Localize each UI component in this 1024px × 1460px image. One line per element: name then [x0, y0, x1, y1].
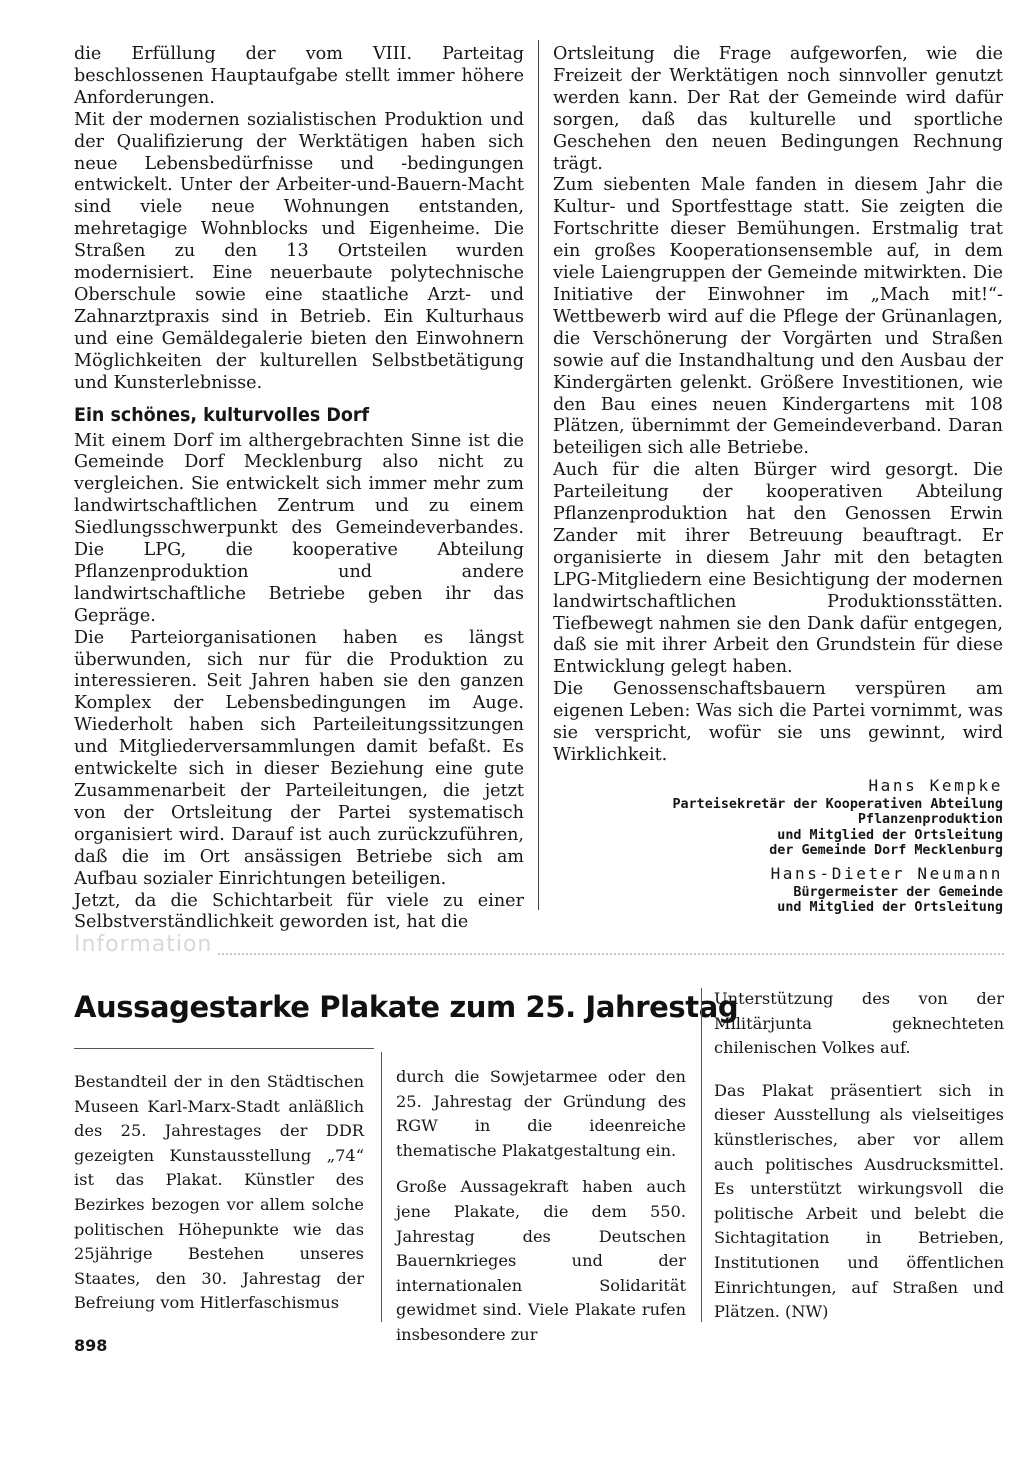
column-divider [381, 1052, 382, 1322]
paragraph: Ortsleitung die Frage aufgeworfen, wie die Freizeit der Werktätigen noch sinnvoller genutzt werden kann. Der Rat der Gemeinde wird dafür sorgen, daß das kulturelle und sportliche Geschehen den neuen Bedingungen Rechnung trägt. [553, 44, 1003, 174]
article-column-left [74, 44, 524, 934]
column-divider [701, 988, 702, 1322]
section-label: Information [74, 932, 213, 957]
paragraph: Die Parteiorganisationen haben es längst überwunden, sich nur für die Produktion zu interessieren. Seit Jahren haben sie den ganzen Komplex der Lebensbedingungen im Auge. Wiederholt haben sich Parteileitungssitzungen und Mitgliederversammlungen damit befaßt. Es entwickelte sich in dieser Beziehung eine gute Zusammenarbeit der Parteileitungen, die jetzt von der Ortsleitung der Partei systematisch organisiert wird. Darauf ist auch zurückzuführen, daß die im Ort ansässigen Betriebe sich am Aufbau sozialer Einrichtungen beteiligen. [74, 627, 524, 889]
info-column-3 [714, 987, 1004, 1325]
paragraph: Bestandteil der in den Städtischen Museen Karl-Marx-Stadt anläßlich des 25. Jahrestages der DDR gezeigten Kunstausstellung „74“ ist das Plakat. Künstler des Bezirkes bezogen vor allem solche politischen Höhepunkte wie das 25jährige Bestehen unseres Staates, den 30. Jahrestag der Befreiung vom Hitlerfaschismus [74, 1072, 364, 1313]
paragraph: Auch für die alten Bürger wird gesorgt. Die Parteileitung der kooperativen Abteilung Pflanzenproduktion hat den Genossen Erwin Zander mit ihrer Betreuung beauftragt. Er organisierte in diesem Jahr mit den betagten LPG-Mitgliedern eine Besichtigung der modernen landwirtschaftlichen Produktionsstätten. Tiefbewegt nahmen sie den Dank dafür entgegen, daß sie mit ihrer Arbeit den Grundstein für diese Entwicklung gelegt haben. [553, 460, 1003, 678]
headline-rule [74, 1048, 374, 1049]
author-role: Bürgermeister der Gemeinde [793, 884, 1003, 900]
info-column-1 [74, 1070, 364, 1316]
paragraph: Das Plakat präsentiert sich in dieser Ausstellung als vielseitiges künstlerisches, aber vor allem auch politisches Ausdrucksmittel. Es unterstützt wirkungsvoll die politische Arbeit und belebt die Sichtagitation in Betrieben, Institutionen und öffentlichen Einrichtungen, auf Straßen und Plätzen. (NW) [714, 1080, 1004, 1322]
author-name: Hans-Dieter Neumann [770, 863, 1003, 883]
paragraph: durch die Sowjetarmee oder den 25. Jahrestag der Gründung des RGW in die ideenreiche thematische Plakatgestaltung ein. [396, 1067, 686, 1160]
column-divider [538, 40, 539, 910]
author-role: Parteisekretär der Kooperativen Abteilung [672, 796, 1003, 812]
signature-block [553, 775, 1003, 916]
paragraph: Zum siebenten Male fanden in diesem Jahr die Kultur- und Sportfesttage statt. Sie zeigten die Fortschritte dieser Bemühungen. Erstmalig trat ein großes Kooperationsensemble auf, in dem viele Laiengruppen der Gemeinde mitwirkten. Die Initiative der Einwohner im „Mach mit!“-Wettbewerb wird auf die Pflege der Grünanlagen, die Verschönerung der Vorgärten und Straßen sowie auf die Instandhaltung und den Ausbau der Kindergärten gelenkt. Größere Investitionen, wie den Bau eines neuen Kindergartens mit 108 Plätzen, übernimmt der Gemeindeverband. Daran beteiligen sich alle Betriebe. [553, 175, 1003, 459]
author-role: Pflanzenproduktion [857, 812, 1003, 828]
author-name: Hans Kempke [868, 775, 1003, 795]
article-column-right [553, 44, 1003, 916]
paragraph: die Erfüllung der vom VIII. Parteitag beschlossenen Hauptaufgabe stellt immer höhere Anforderungen. [74, 44, 524, 108]
section-rule [218, 953, 1004, 955]
author-role: der Gemeinde Dorf Mecklenburg [769, 843, 1003, 859]
author-role: und Mitglied der Ortsleitung [777, 827, 1003, 843]
article-headline: Aussagestarke Plakate zum 25. Jahrestag [74, 990, 739, 1024]
paragraph: Die Genossenschaftsbauern verspüren am eigenen Leben: Was sich die Partei vornimmt, was sie verspricht, wofür sie uns gewinnt, wird Wirklichkeit. [553, 679, 1003, 765]
subheading: Ein schönes, kulturvolles Dorf [74, 403, 370, 426]
paragraph: Mit einem Dorf im althergebrachten Sinne ist die Gemeinde Dorf Mecklenburg also nicht zu vergleichen. Sie entwickelt sich immer mehr zum landwirtschaftlichen Zentrum und zu einem Siedlungsschwerpunkt des Gemeindeverbandes. Die LPG, die kooperative Abteilung Pflanzenproduktion und andere landwirtschaftliche Betriebe geben ihr das Gepräge. [74, 430, 524, 626]
paragraph: Unterstützung des von der Militärjunta geknechteten chilenischen Volkes auf. [714, 989, 1004, 1058]
author-role: und Mitglied der Ortsleitung [777, 900, 1003, 916]
paragraph: Mit der modernen sozialistischen Produktion und der Qualifizierung der Werktätigen haben sich neue Lebensbedürfnisse und -bedingungen entwickelt. Unter der Arbeiter-und-Bauern-Macht sind viele neue Wohnungen entstanden, mehretagige Wohnblocks und Eigenheime. Die Straßen zu den 13 Ortsteilen wurden modernisiert. Eine neuerbaute polytechnische Oberschule sowie eine staatliche Arzt- und Zahnarztpraxis sind in Betrieb. Ein Kulturhaus und eine Gemäldegalerie bieten den Einwohnern Möglichkeiten der kulturellen Selbstbetätigung und Kunsterlebnisse. [74, 109, 524, 393]
paragraph: Jetzt, da die Schichtarbeit für viele zu einer Selbstverständlichkeit geworden ist, hat die [74, 890, 524, 933]
info-column-2 [396, 1065, 686, 1348]
page-number: 898 [74, 1336, 108, 1355]
paragraph: Große Aussagekraft haben auch jene Plakate, die dem 550. Jahrestag des Deutschen Bauernkrieges und der internationalen Solidarität gewidmet sind. Viele Plakate rufen insbesondere zur [396, 1177, 686, 1344]
